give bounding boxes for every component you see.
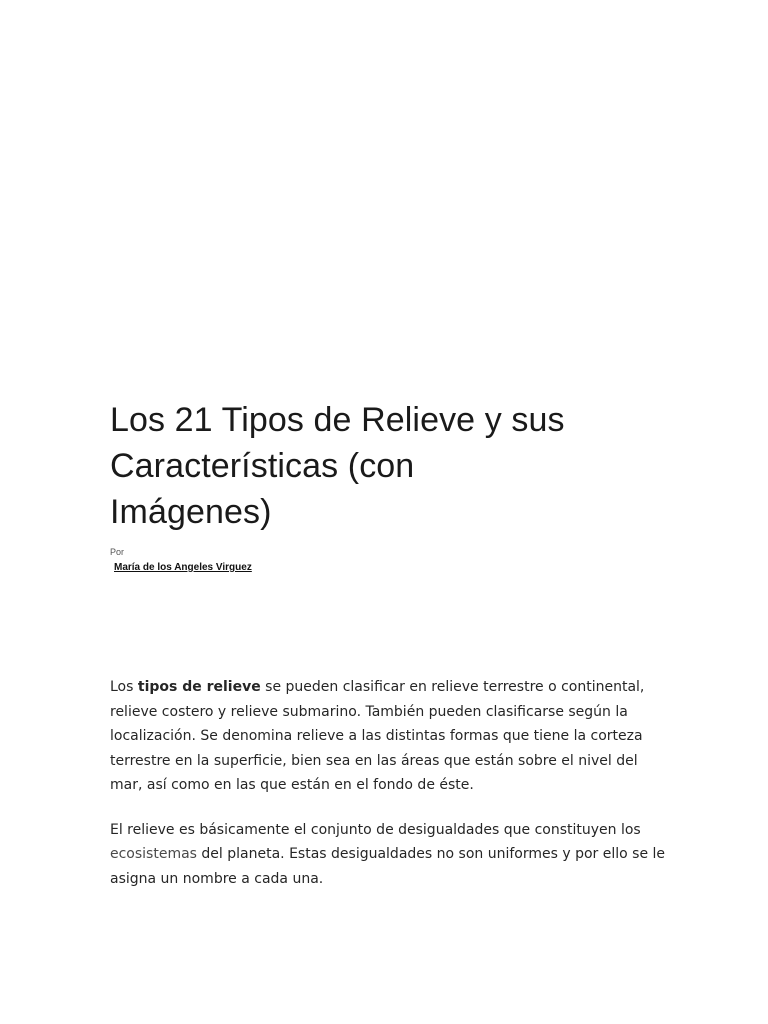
paragraph-2-lead: El relieve es básicamente el conjunto de desigualdades que constituyen los bbox=[110, 821, 641, 838]
article bbox=[110, 397, 670, 891]
title-line-3: Imágenes) bbox=[110, 493, 272, 531]
paragraph-2-rest: del planeta. Estas desigualdades no son uniformes y por ello se le asigna un nombre a cada una. bbox=[110, 846, 666, 887]
ecosistemas-link[interactable]: ecosistemas bbox=[110, 846, 197, 862]
paragraph-1-lead: Los bbox=[110, 679, 138, 695]
intro-paragraph bbox=[110, 675, 670, 798]
article-title bbox=[110, 397, 670, 535]
author-link[interactable]: María de los Angeles Virguez bbox=[114, 562, 252, 573]
paragraph-1-rest: se pueden clasificar en relieve terrestre o continental, relieve costero y relieve submarino. También pueden clasificarse según la localización. Se denomina relieve a las distintas formas que tiene la corteza terrestre en la superficie, bien sea en las áreas que están sobre el nivel del mar, así como en las que están en el fondo de éste. bbox=[110, 679, 645, 793]
keyword-tipos-de-relieve: tipos de relieve bbox=[137, 679, 261, 695]
title-line-1: Los 21 Tipos de Relieve y sus bbox=[110, 401, 565, 439]
byline-prefix: Por bbox=[110, 547, 125, 557]
second-paragraph bbox=[110, 818, 670, 892]
byline bbox=[110, 547, 670, 575]
title-line-2: Características (con bbox=[110, 447, 415, 485]
